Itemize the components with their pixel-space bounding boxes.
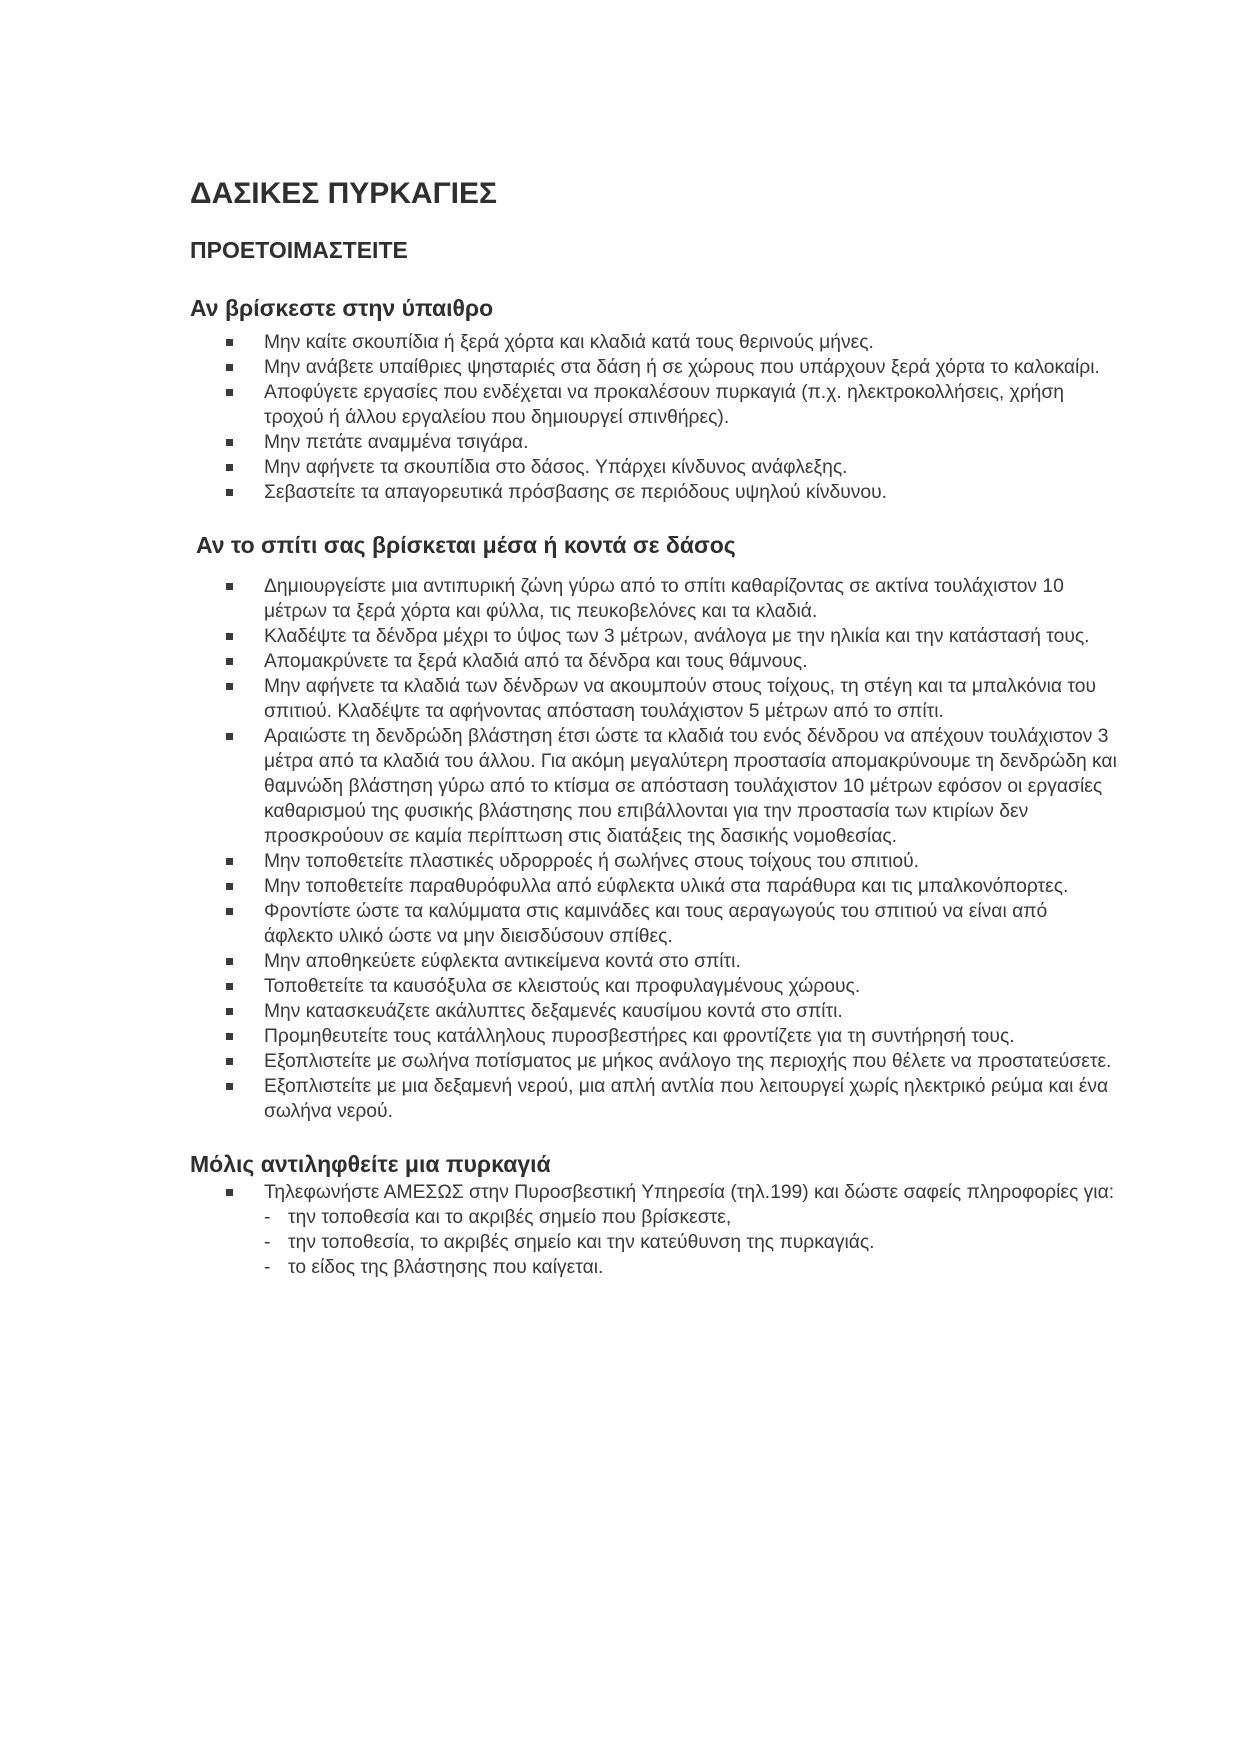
list-item (264, 355, 1121, 380)
bullet-square-icon (226, 489, 233, 496)
bullet-square-icon (226, 439, 233, 446)
document-title: ΔΑΣΙΚΕΣ ΠΥΡΚΑΓΙΕΣ (190, 177, 497, 210)
list-item (264, 849, 1121, 874)
list-item-text: Μην ανάβετε υπαίθριες ψησταριές στα δάση ή σε χώρους που υπάρχουν ξερά χόρτα το καλοκαίρι. (264, 357, 1100, 379)
bullet-list (190, 330, 1121, 505)
list-item-text: Μην πετάτε αναμμένα τσιγάρα. (264, 432, 529, 454)
list-item (264, 899, 1121, 949)
list-item-text: Τηλεφωνήστε ΑΜΕΣΩΣ στην Πυροσβεστική Υπηρεσία (τηλ.199) και δώστε σαφείς πληροφορίες για: (264, 1182, 1115, 1204)
bullet-square-icon (226, 1008, 233, 1015)
list-subitem-text: την τοποθεσία, το ακριβές σημείο και την κατεύθυνση της πυρκαγιάς. (288, 1232, 875, 1254)
section-fire-spotted (190, 1150, 1121, 1280)
list-item (264, 430, 1121, 455)
list-item (264, 455, 1121, 480)
list-item-text: Μην αφήνετε τα σκουπίδια στο δάσος. Υπάρχει κίνδυνος ανάφλεξης. (264, 457, 848, 479)
list-item (264, 724, 1121, 849)
document-subtitle: ΠΡΟΕΤΟΙΜΑΣΤΕΙΤΕ (190, 236, 408, 263)
bullet-square-icon (226, 733, 233, 740)
list-subitem (264, 1255, 1121, 1280)
bullet-list (190, 574, 1121, 1124)
list-item (264, 1180, 1121, 1205)
bullet-square-icon (226, 633, 233, 640)
list-item (264, 480, 1121, 505)
list-item (264, 574, 1121, 624)
bullet-square-icon (226, 583, 233, 590)
bullet-square-icon (226, 858, 233, 865)
dash-marker: - (264, 1207, 271, 1229)
list-subitem-text: το είδος της βλάστησης που καίγεται. (288, 1257, 604, 1279)
list-item-text: Κλαδέψτε τα δένδρα μέχρι το ύψος των 3 μέτρων, ανάλογα με την ηλικία και την κατάστασή τους. (264, 626, 1090, 648)
list-item-text: Μην καίτε σκουπίδια ή ξερά χόρτα και κλαδιά κατά τους θερινούς μήνες. (264, 332, 874, 354)
section-heading: Αν βρίσκεστε στην ύπαιθρο (190, 295, 494, 322)
list-item (264, 649, 1121, 674)
list-item-text: Μην τοποθετείτε παραθυρόφυλλα από εύφλεκτα υλικά στα παράθυρα και τις μπαλκονόπορτες. (264, 876, 1069, 898)
list-item (264, 999, 1121, 1024)
bullet-square-icon (226, 1058, 233, 1065)
list-item (264, 1024, 1121, 1049)
bullet-square-icon (226, 883, 233, 890)
bullet-square-icon (226, 1033, 233, 1040)
list-item-text: Τοποθετείτε τα καυσόξυλα σε κλειστούς και προφυλαγμένους χώρους. (264, 976, 861, 998)
bullet-square-icon (226, 683, 233, 690)
bullet-square-icon (226, 1083, 233, 1090)
bullet-square-icon (226, 389, 233, 396)
list-item-text: Μην αποθηκεύετε εύφλεκτα αντικείμενα κοντά στο σπίτι. (264, 951, 741, 973)
bullet-square-icon (226, 464, 233, 471)
list-item-text: Αποφύγετε εργασίες που ενδέχεται να προκαλέσουν πυρκαγιά (π.χ. ηλεκτροκολλήσεις, χρήση τροχού ή άλλου εργαλείου που δημιουργεί σπινθήρες). (264, 382, 1065, 429)
list-item (264, 974, 1121, 999)
bullet-square-icon (226, 364, 233, 371)
bullet-square-icon (226, 658, 233, 665)
list-item (264, 674, 1121, 724)
list-item-text: Μην τοποθετείτε πλαστικές υδρορροές ή σωλήνες στους τοίχους του σπιτιού. (264, 851, 919, 873)
list-item-text: Φροντίστε ώστε τα καλύμματα στις καμινάδες και τους αεραγωγούς του σπιτιού να είναι από άφλεκτο υλικό ώστε να μην διεισδύσουν σπίθες. (264, 901, 1048, 948)
list-item (264, 1074, 1121, 1124)
dash-marker: - (264, 1232, 271, 1254)
section-heading: Μόλις αντιληφθείτε μια πυρκαγιά (190, 1151, 551, 1178)
list-subitem-text: την τοποθεσία και το ακριβές σημείο που βρίσκεστε, (288, 1207, 732, 1229)
list-item-text: Δημιουργείστε μια αντιπυρική ζώνη γύρω από το σπίτι καθαρίζοντας σε ακτίνα τουλάχιστον 10 μέτρων τα ξερά χόρτα και φύλλα, τις πευκοβελόνες και τα κλαδιά. (264, 576, 1064, 623)
list-item (264, 624, 1121, 649)
bullet-square-icon (226, 1189, 233, 1196)
list-item-text: Μην αφήνετε τα κλαδιά των δένδρων να ακουμπούν στους τοίχους, τη στέγη και τα μπαλκόνια του σπιτιού. Κλαδέψτε τα αφήνοντας απόσταση τουλάχιστον 5 μέτρων από το σπίτι. (264, 676, 1097, 723)
list-item (264, 874, 1121, 899)
list-item-text: Μην κατασκευάζετε ακάλυπτες δεξαμενές καυσίμου κοντά στο σπίτι. (264, 1001, 843, 1023)
list-item (264, 949, 1121, 974)
list-subitem (264, 1230, 1121, 1255)
dash-marker: - (264, 1257, 271, 1279)
list-item-text: Απομακρύνετε τα ξερά κλαδιά από τα δένδρα και τους θάμνους. (264, 651, 808, 673)
bullet-square-icon (226, 983, 233, 990)
section-house-near-forest (190, 531, 1121, 1124)
bullet-square-icon (226, 339, 233, 346)
list-item (264, 380, 1121, 430)
section-outdoors (190, 294, 1121, 505)
bullet-square-icon (226, 958, 233, 965)
bullet-square-icon (226, 908, 233, 915)
bullet-list (190, 1180, 1121, 1205)
list-item (264, 1049, 1121, 1074)
section-heading: Αν το σπίτι σας βρίσκεται μέσα ή κοντά σε δάσος (196, 532, 736, 559)
list-item-text: Προμηθευτείτε τους κατάλληλους πυροσβεστήρες και φροντίζετε για τη συντήρησή τους. (264, 1026, 1015, 1048)
list-item-text: Εξοπλιστείτε με σωλήνα ποτίσματος με μήκος ανάλογο της περιοχής που θέλετε να προστατεύσετε. (264, 1051, 1112, 1073)
list-item-text: Εξοπλιστείτε με μια δεξαμενή νερού, μια απλή αντλία που λειτουργεί χωρίς ηλεκτρικό ρεύμα και ένα σωλήνα νερού. (264, 1076, 1109, 1123)
list-subitem (264, 1205, 1121, 1230)
list-item (264, 330, 1121, 355)
list-item-text: Σεβαστείτε τα απαγορευτικά πρόσβασης σε περιόδους υψηλού κίνδυνου. (264, 482, 888, 504)
dash-list (190, 1205, 1121, 1280)
list-item-text: Αραιώστε τη δενδρώδη βλάστηση έτσι ώστε τα κλαδιά του ενός δένδρου να απέχουν τουλάχιστον 3 μέτρα από τα κλαδιά του άλλου. Για ακόμη μεγαλύτερη προστασία απομακρύνουμε τη δενδρώδη και θαμνώδη βλάστηση γύρω από το κτίσμα σε απόσταση τουλάχιστον 10 μέτρων εφόσον οι εργασίες καθαρισμού της φυσικής βλάστησης που επιβάλλονται για την προστασία των κτιρίων δεν προσκρούουν σε καμία περίπτωση στις διατάξεις της δασικής νομοθεσίας. (264, 726, 1117, 848)
